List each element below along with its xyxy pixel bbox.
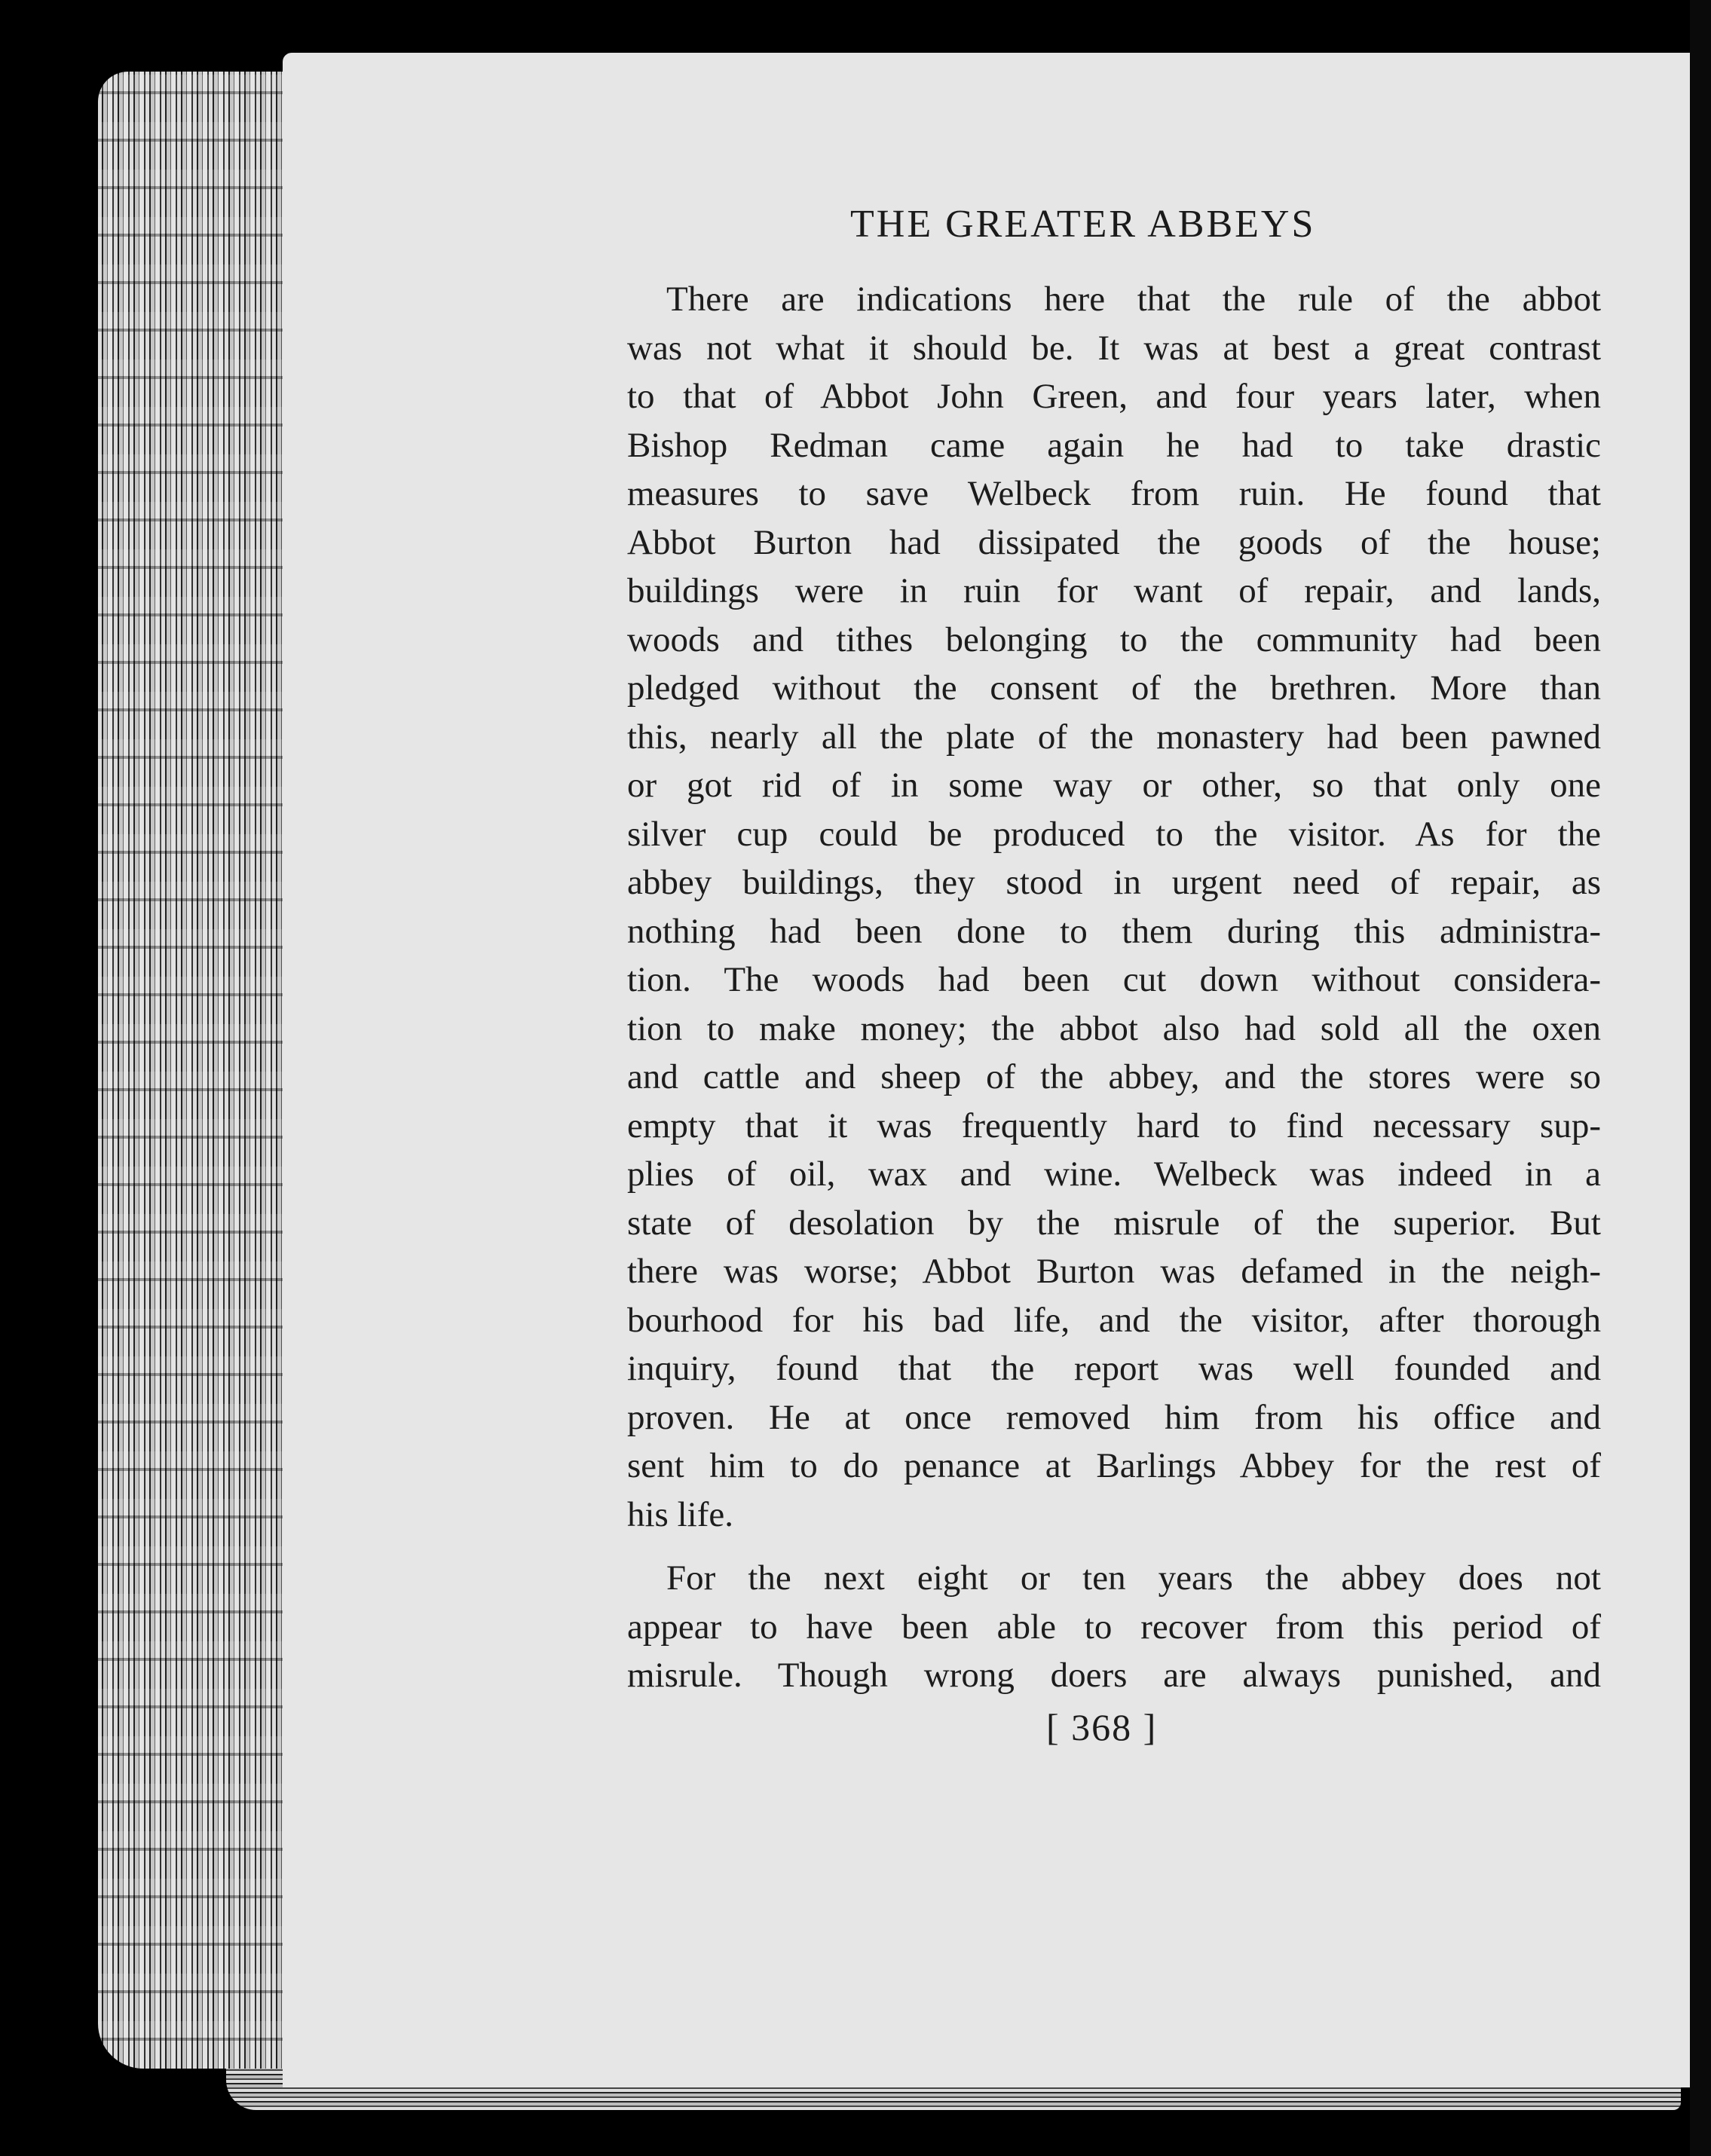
text-line: bourhood for his bad life, and the visitor, after thorough [627, 1300, 1601, 1340]
text-line: abbey buildings, they stood in urgent need of repair, as [627, 863, 1601, 902]
page-number: [ 368 ] [1046, 1706, 1158, 1748]
text-line: tion to make money; the abbot also had sold all the oxen [627, 1008, 1601, 1048]
text-line: his life. [627, 1494, 733, 1534]
text-line: There are indications here that the rule of the abbot [666, 280, 1601, 319]
text-line: pledged without the consent of the brethren. More than [627, 668, 1601, 708]
text-line: nothing had been done to them during this administra- [627, 911, 1601, 951]
text-line: silver cup could be produced to the visitor. As for the [627, 814, 1601, 854]
text-line: sent him to do penance at Barlings Abbey for the rest of [627, 1446, 1601, 1485]
text-line: empty that it was frequently hard to find necessary sup- [627, 1106, 1601, 1145]
text-line: there was worse; Abbot Burton was defamed in the neigh- [627, 1252, 1601, 1291]
paragraph-gap [627, 1539, 1601, 1554]
text-line: proven. He at once removed him from his office and [627, 1397, 1601, 1437]
text-line: to that of Abbot John Green, and four years later, when [627, 377, 1601, 416]
text-line: inquiry, found that the report was well founded and [627, 1349, 1601, 1388]
text-line: and cattle and sheep of the abbey, and the stores were so [627, 1057, 1601, 1096]
text-line: Bishop Redman came again he had to take drastic [627, 425, 1601, 465]
book-fore-edge [98, 72, 290, 2069]
scan-border [1690, 0, 1711, 2156]
text-line: woods and tithes belonging to the community had been [627, 619, 1601, 659]
text-line: plies of oil, wax and wine. Welbeck was indeed in a [627, 1154, 1601, 1194]
text-line: appear to have been able to recover from this period of [627, 1607, 1601, 1647]
paragraph-1 [627, 275, 1601, 1539]
text-line: or got rid of in some way or other, so that only one [627, 766, 1601, 805]
text-line: tion. The woods had been cut down without considera- [627, 960, 1601, 999]
text-line: buildings were in ruin for want of repair, and lands, [627, 571, 1601, 610]
text-line: was not what it should be. It was at best a great contrast [627, 328, 1601, 368]
text-line: measures to save Welbeck from ruin. He found that [627, 474, 1601, 513]
text-line: Abbot Burton had dissipated the goods of the house; [627, 522, 1601, 562]
body-text [627, 275, 1601, 1700]
paragraph-2 [627, 1554, 1601, 1700]
text-line: this, nearly all the plate of the monastery had been pawned [627, 717, 1601, 757]
text-line: For the next eight or ten years the abbey does not [666, 1558, 1601, 1598]
running-head: THE GREATER ABBEYS [850, 203, 1316, 246]
text-line: state of desolation by the misrule of the superior. But [627, 1203, 1601, 1243]
text-line: misrule. Though wrong doers are always punished, and [627, 1656, 1601, 1695]
